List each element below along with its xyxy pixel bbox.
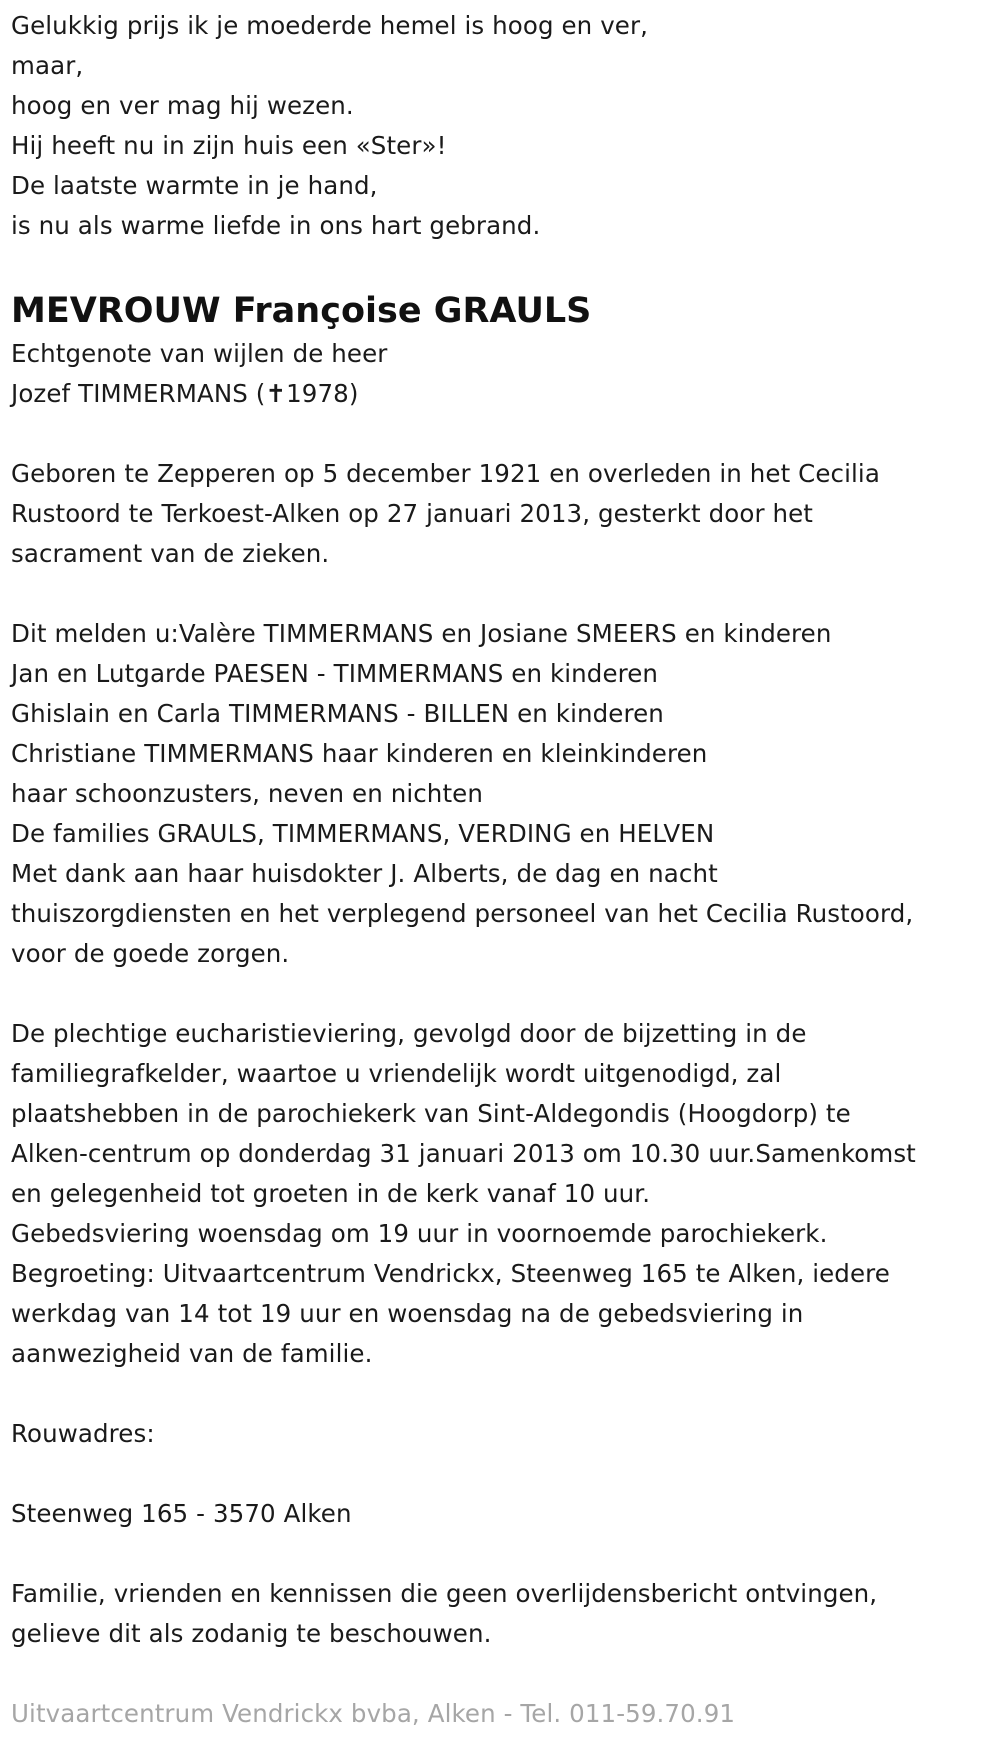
spacer — [11, 1374, 991, 1414]
poem-line: maar, — [11, 51, 84, 80]
announcers-paragraph — [11, 614, 991, 974]
spacer — [11, 974, 991, 1014]
paragraph-line: Christiane TIMMERMANS haar kinderen en kleinkinderen — [11, 739, 708, 768]
deceased-name: MEVROUW Françoise GRAULS — [11, 291, 592, 331]
paragraph-line: thuiszorgdiensten en het verplegend personeel van het Cecilia Rustoord, — [11, 899, 914, 928]
paragraph-line: plaatshebben in de parochiekerk van Sint-Aldegondis (Hoogdorp) te — [11, 1099, 851, 1128]
paragraph-line: Dit melden u:Valère TIMMERMANS en Josiane SMEERS en kinderen — [11, 619, 832, 648]
poem-line: hoog en ver mag hij wezen. — [11, 91, 354, 120]
paragraph-line: sacrament van de zieken. — [11, 539, 330, 568]
ceremony-paragraph — [11, 1014, 991, 1374]
birth-death-paragraph — [11, 454, 991, 574]
paragraph-line: Met dank aan haar huisdokter J. Alberts, de dag en nacht — [11, 859, 718, 888]
spacer — [11, 574, 991, 614]
mourning-address — [11, 1414, 991, 1534]
paragraph-line: De families GRAULS, TIMMERMANS, VERDING en HELVEN — [11, 819, 715, 848]
paragraph-line: Gebedsviering woensdag om 19 uur in voornoemde parochiekerk. — [11, 1219, 828, 1248]
paragraph-line: Alken-centrum op donderdag 31 januari 2013 om 10.30 uur.Samenkomst — [11, 1139, 916, 1168]
poem — [11, 6, 991, 246]
paragraph-line: aanwezigheid van de familie. — [11, 1339, 373, 1368]
spacer — [11, 1534, 991, 1574]
obituary-document — [11, 6, 991, 1734]
paragraph-line: familiegrafkelder, waartoe u vriendelijk wordt uitgenodigd, zal — [11, 1059, 782, 1088]
deceased-section — [11, 288, 991, 414]
paragraph-line: Jan en Lutgarde PAESEN - TIMMERMANS en kinderen — [11, 659, 659, 688]
paragraph-line: Geboren te Zepperen op 5 december 1921 en overleden in het Cecilia — [11, 459, 880, 488]
paragraph-line: Begroeting: Uitvaartcentrum Vendrickx, Steenweg 165 te Alken, iedere — [11, 1259, 890, 1288]
closing-paragraph — [11, 1574, 991, 1654]
poem-line: Hij heeft nu in zijn huis een «Ster»! — [11, 131, 447, 160]
paragraph-line: en gelegenheid tot groeten in de kerk vanaf 10 uur. — [11, 1179, 651, 1208]
mourning-address-value: Steenweg 165 - 3570 Alken — [11, 1499, 352, 1528]
paragraph-line: Familie, vrienden en kennissen die geen overlijdensbericht ontvingen, — [11, 1579, 878, 1608]
funeral-home-footer: Uitvaartcentrum Vendrickx bvba, Alken - Tel. 011-59.70.91 — [11, 1699, 736, 1728]
poem-line: is nu als warme liefde in ons hart gebrand. — [11, 211, 541, 240]
paragraph-line: De plechtige eucharistieviering, gevolgd door de bijzetting in de — [11, 1019, 807, 1048]
poem-line: Gelukkig prijs ik je moederde hemel is hoog en ver, — [11, 11, 649, 40]
spacer — [11, 1654, 991, 1694]
spacer — [11, 414, 991, 454]
poem-line: De laatste warmte in je hand, — [11, 171, 378, 200]
paragraph-line: gelieve dit als zodanig te beschouwen. — [11, 1619, 492, 1648]
paragraph-line: Ghislain en Carla TIMMERMANS - BILLEN en kinderen — [11, 699, 664, 728]
paragraph-line: voor de goede zorgen. — [11, 939, 290, 968]
paragraph-line: Rustoord te Terkoest-Alken op 27 januari 2013, gesterkt door het — [11, 499, 814, 528]
spacer — [11, 246, 991, 288]
paragraph-line: werkdag van 14 tot 19 uur en woensdag na de gebedsviering in — [11, 1299, 804, 1328]
paragraph-line: haar schoonzusters, neven en nichten — [11, 779, 483, 808]
spacer — [11, 1454, 991, 1494]
mourning-address-label: Rouwadres: — [11, 1419, 155, 1448]
relation-line: Echtgenote van wijlen de heer — [11, 339, 388, 368]
relation-line: Jozef TIMMERMANS (✝1978) — [11, 379, 359, 408]
